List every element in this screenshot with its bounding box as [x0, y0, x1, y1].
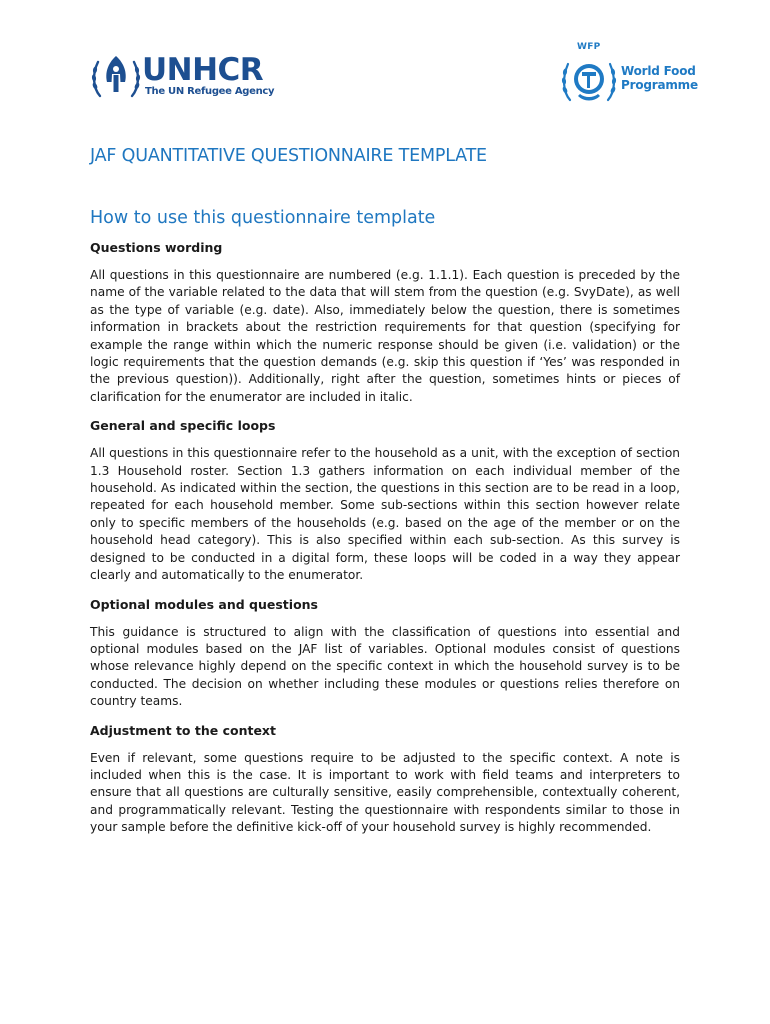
section-heading: How to use this questionnaire template [90, 208, 436, 228]
paragraph-adjustment: Even if relevant, some questions require to be adjusted to the specific context. A note is included when this is the case. It is important to work with field teams and interpreters to ensure that all questions are culturally sensitive, easily comprehensible, contextually coherent, and programmatically relevant. Testing the questionnaire with respondents similar to those in your sample before the definitive kick-off of your household survey is highly recommended. [90, 750, 680, 835]
paragraph-optional-modules: This guidance is structured to align with the classification of questions into essential and optional modules based on the JAF list of variables. Optional modules consist of questions whose relevance highly depend on the specific context in which the household survey is to be conducted. The decision on whether including these modules or questions relies therefore on country teams. [90, 624, 680, 709]
subheading-loops: General and specific loops [90, 418, 276, 434]
wfp-logo [560, 42, 700, 106]
paragraph-loops: All questions in this questionnaire refer to the household as a unit, with the exception of section 1.3 Household roster. Section 1.3 gathers information on each individual member of the household. As indicated within the section, the questions in this section are to be read in a loop, repeated for each household member. Some sub-sections within this section however relate only to specific members of the households (e.g. based on the age of the member or on the household head category). This is also specified within each sub-section. As this survey is designed to be conducted in a digital form, these loops will be coded in a way they appear clearly and automatically to the enumerator. [90, 446, 680, 583]
unhcr-name: UNHCR [142, 52, 264, 88]
wfp-emblem-icon [560, 52, 618, 106]
subheading-optional-modules: Optional modules and questions [90, 596, 318, 612]
document-title: JAF QUANTITATIVE QUESTIONNAIRE TEMPLATE [90, 146, 487, 166]
wfp-name [621, 64, 698, 92]
wfp-name-line1: World Food [621, 64, 696, 78]
unhcr-tagline: The UN Refugee Agency [145, 86, 275, 97]
subheading-adjustment: Adjustment to the context [90, 722, 276, 738]
document-content [90, 239, 680, 848]
subheading-questions-wording: Questions wording [90, 240, 223, 255]
unhcr-emblem-icon [90, 52, 142, 100]
paragraph-questions-wording: All questions in this questionnaire are numbered (e.g. 1.1.1). Each question is preceded by the name of the variable related to the data that will stem from the question (e.g. SvyDate), as well as the type of variable (e.g. date). Also, immediately below the question, there is sometimes information in brackets about the restriction requirements for that question (specifying for example the range within which the numeric response should be given (i.e. validation) or the logic requirements that the question demands (e.g. skip this question if ‘Yes’ was responded in the previous question)). Additionally, right after the question, sometimes hints or pieces of clarification for the enumerator are included in italic. [90, 268, 680, 404]
wfp-name-line2: Programme [621, 78, 698, 92]
wfp-acronym: WFP [577, 42, 601, 52]
